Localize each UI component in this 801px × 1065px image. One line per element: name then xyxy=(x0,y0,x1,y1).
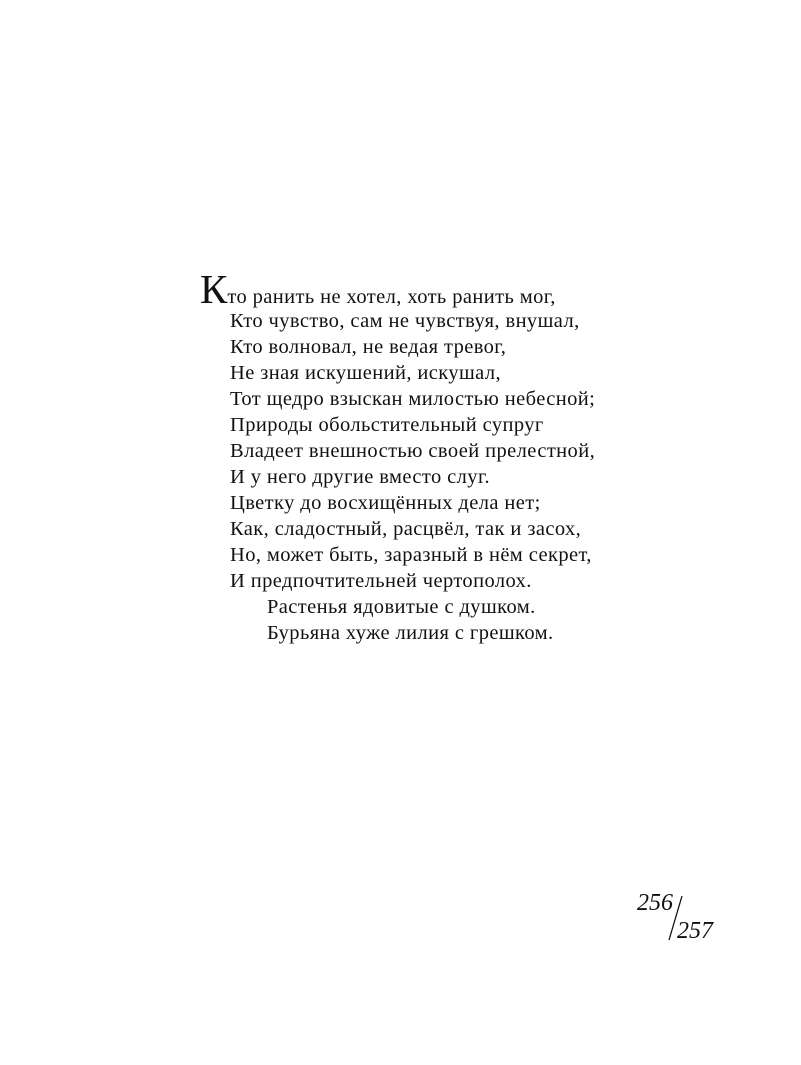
poem-line-4: Не зная искушений, искушал, xyxy=(230,362,501,384)
poem-line-1-text: то ранить не хотел, хоть ранить мог, xyxy=(227,286,556,308)
poem-line-12: И предпочтительней чертополох. xyxy=(230,570,532,592)
left-page-number: 256 xyxy=(637,890,673,916)
poem-line-9: Цветку до восхищённых дела нет; xyxy=(230,492,541,514)
poem-line-2: Кто чувство, сам не чувствуя, внушал, xyxy=(230,310,580,332)
right-page-number: 257 xyxy=(677,918,713,944)
poem-line-3: Кто волновал, не ведая тревог, xyxy=(230,336,507,358)
page-numbers xyxy=(625,882,725,952)
poem-line-11: Но, может быть, заразный в нём секрет, xyxy=(230,544,592,566)
poem-line-7: Владеет внешностью своей прелестной, xyxy=(230,440,596,462)
poem-line-10: Как, сладостный, расцвёл, так и засох, xyxy=(230,518,582,540)
poem-line-1 xyxy=(200,266,556,312)
poem-line-6: Природы обольстительный супруг xyxy=(230,414,544,436)
poem-line-8: И у него другие вместо слуг. xyxy=(230,466,490,488)
poem-line-5: Тот щедро взыскан милостью небесной; xyxy=(230,388,596,410)
couplet-line-1: Растенья ядовитые с душком. xyxy=(267,596,536,618)
drop-cap: К xyxy=(200,266,228,312)
couplet-line-2: Бурьяна хуже лилия с грешком. xyxy=(267,622,554,644)
